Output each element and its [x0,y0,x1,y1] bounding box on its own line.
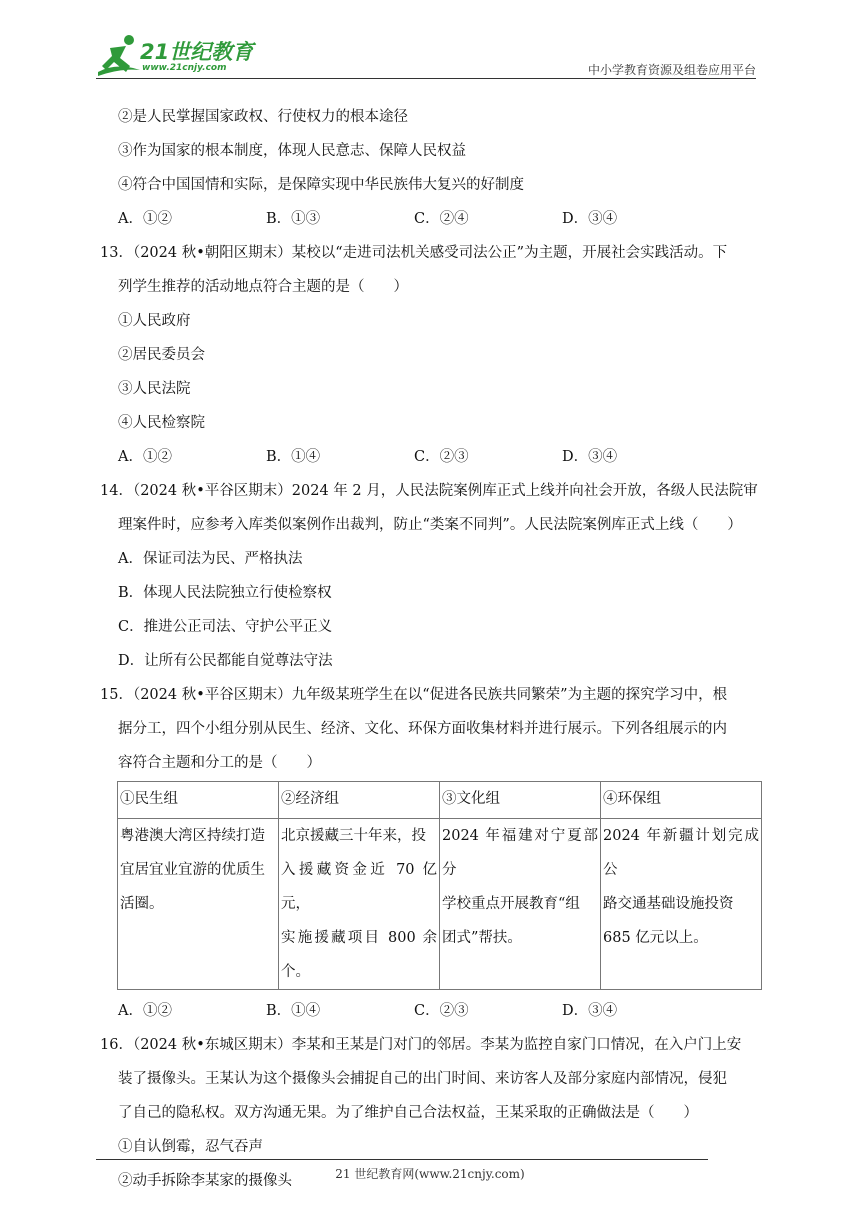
logo-text: 21世纪教育 [140,40,254,64]
q12-option-b: B．①③ [266,211,321,227]
cell-line: 685 亿元以上。 [603,930,708,946]
q12-option-c: C．②④ [414,211,469,227]
q16-item-1: ①自认倒霉，忍气吞声 [118,1139,263,1155]
table-header-huanbao: ④环保组 [601,782,762,819]
q13-option-c: C．②③ [414,449,469,465]
cell-line: 学校重点开展教育“组 [442,896,580,912]
cell-line: 团式”帮扶。 [442,930,522,946]
q12-item-2: ②是人民掌握国家政权、行使权力的根本途径 [118,109,408,125]
page-header [0,0,860,90]
q15-option-b: B．①④ [266,1003,321,1019]
q12-item-3: ③作为国家的根本制度，体现人民意志、保障人民权益 [118,143,466,159]
q15-stem-line1: 15．（2024 秋•平谷区期末）九年级某班学生在以“促进各民族共同繁荣”为主题的探究学习中，根 [100,687,728,703]
cell-line: 活圈。 [120,896,164,912]
q14-option-c: C．推进公正司法、守护公平正义 [118,619,333,635]
q13-item-4: ④人民检察院 [118,415,205,431]
table-cell-jingji [279,819,440,990]
q15-stem-line3: 容符合主题和分工的是（ ） [118,755,321,771]
table-header-jingji: ②经济组 [279,782,440,819]
q12-option-a: A．①② [118,211,172,227]
q15-option-a: A．①② [118,1003,172,1019]
header-divider [96,78,756,79]
footer-link[interactable]: 21 世纪教育网(www.21cnjy.com) [335,1167,525,1181]
q12-option-d: D．③④ [562,211,618,227]
q15-table [117,781,762,990]
site-logo[interactable] [96,32,256,78]
q13-option-d: D．③④ [562,449,618,465]
q12-options [118,202,768,236]
cell-line: 北京援藏三十年来，投 [281,828,426,844]
q16-stem-line3: 了自己的隐私权。双方沟通无果。为了维护自己合法权益，王某采取的正确做法是（ ） [118,1105,698,1121]
q13-options [118,440,768,474]
document-body [100,100,768,1198]
cell-line: 路交通基础设施投资 [603,896,734,912]
q13-option-b: B．①④ [266,449,321,465]
q13-option-a: A．①② [118,449,172,465]
footer-divider [96,1159,708,1160]
cell-line: 2024 年新疆计划完成公 [603,828,759,878]
platform-name: 中小学教育资源及组卷应用平台 [587,63,756,77]
q13-item-2: ②居民委员会 [118,347,205,363]
q16-stem-line1: 16．（2024 秋•东城区期末）李某和王某是门对门的邻居。李某为监控自家门口情况，在入户门上安 [100,1037,742,1053]
q14-stem-line1: 14．（2024 秋•平谷区期末）2024 年 2 月，人民法院案例库正式上线并向社会开放，各级人民法院审 [100,483,758,499]
cell-line: 2024 年福建对宁夏部分 [442,828,598,878]
runner-logo-icon [96,32,144,78]
q14-option-d: D．让所有公民都能自觉尊法守法 [118,653,333,669]
q15-stem-line2: 据分工，四个小组分别从民生、经济、文化、环保方面收集材料并进行展示。下列各组展示的内 [118,721,727,737]
q13-stem-line2: 列学生推荐的活动地点符合主题的是（ ） [118,279,408,295]
q15-option-d: D．③④ [562,1003,618,1019]
q15-options [118,994,768,1028]
table-cell-huanbao [601,819,762,990]
q13-item-3: ③人民法院 [118,381,191,397]
q16-stem-line2: 装了摄像头。王某认为这个摄像头会捕捉自己的出门时间、来访客人及部分家庭内部情况，侵犯 [118,1071,727,1087]
q13-item-1: ①人民政府 [118,313,191,329]
q16-item-2: ②动手拆除李某家的摄像头 [118,1173,292,1189]
q12-item-4: ④符合中国国情和实际，是保障实现中华民族伟大复兴的好制度 [118,177,524,193]
cell-line: 实施援藏项目 800 余个。 [281,930,437,980]
table-row [118,819,762,990]
table-header-minsheng: ①民生组 [118,782,279,819]
cell-line: 粤港澳大湾区持续打造 [120,828,265,844]
q15-option-c: C．②③ [414,1003,469,1019]
q14-option-a: A．保证司法为民、严格执法 [118,551,303,567]
table-header-row [118,782,762,819]
q13-stem-line1: 13．（2024 秋•朝阳区期末）某校以“走进司法机关感受司法公正”为主题，开展社会实践活动。下 [100,245,728,261]
table-cell-wenhua [440,819,601,990]
q14-option-b: B．体现人民法院独立行使检察权 [118,585,332,601]
cell-line: 入援藏资金近 70 亿元， [281,862,437,912]
cell-line: 宜居宜业宜游的优质生 [120,862,265,878]
logo-url: www.21cnjy.com [142,63,227,73]
table-header-wenhua: ③文化组 [440,782,601,819]
q14-stem-line2: 理案件时，应参考入库类似案例作出裁判，防止“类案不同判”。人民法院案例库正式上线（ ） [118,517,742,533]
table-cell-minsheng [118,819,279,990]
